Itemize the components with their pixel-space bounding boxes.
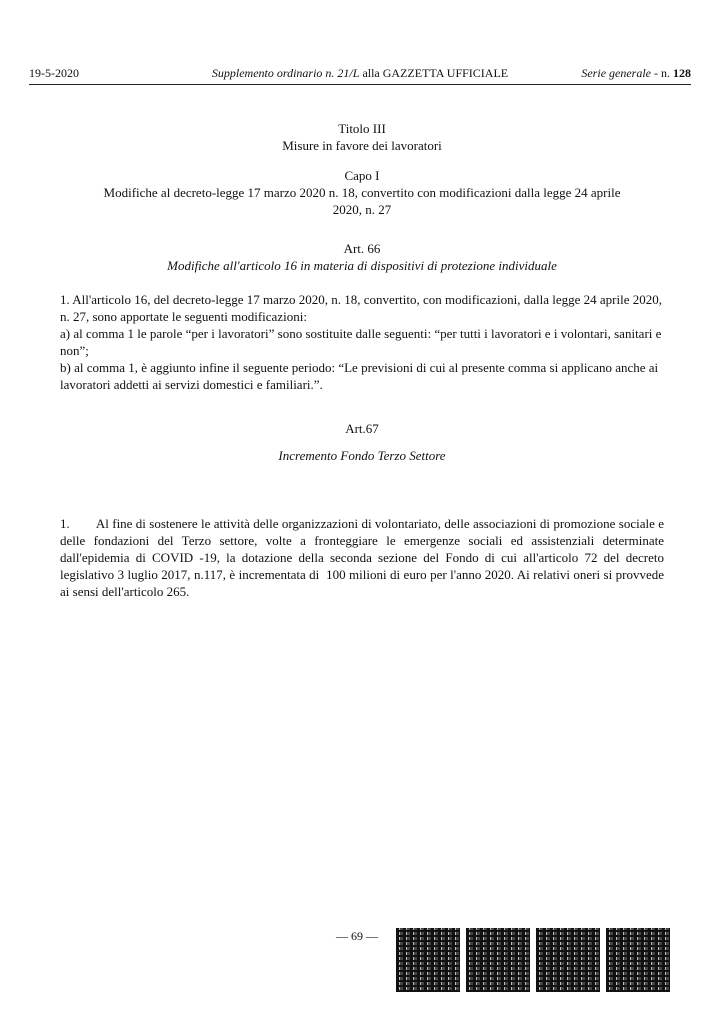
header-series-label: Serie generale bbox=[581, 66, 651, 80]
qr-code-2 bbox=[466, 928, 530, 992]
header-supplement: Supplemento ordinario n. 21/L bbox=[211, 66, 360, 80]
header-series bbox=[581, 63, 691, 83]
page-number: — 69 — bbox=[336, 929, 378, 943]
art66-paragraph-2: a) al comma 1 le parole “per i lavoratori” sono sostituite dalle seguenti: “per tutti i lavoratori e i volontari, sanitari e non”; bbox=[60, 326, 662, 358]
capo-line1: Modifiche al decreto-legge 17 marzo 2020 n. 18, convertito con modificazioni dalla legge 24 aprile bbox=[103, 185, 621, 200]
header-date: 19-5-2020 bbox=[29, 66, 79, 80]
capo-line2: 2020, n. 27 bbox=[332, 202, 392, 217]
titolo-subtitle: Misure in favore dei lavoratori bbox=[282, 138, 442, 153]
header-gazette: alla GAZZETTA UFFICIALE bbox=[362, 66, 509, 80]
qr-code-1 bbox=[396, 928, 460, 992]
header-number-prefix: - n. bbox=[654, 66, 670, 80]
art66-paragraph-1: 1. All'articolo 16, del decreto-legge 17 marzo 2020, n. 18, convertito, con modificazioni, dalla legge 24 aprile 2020, n. 27, sono apportate le seguenti modificazioni: bbox=[60, 292, 662, 324]
art67-heading: Art.67 bbox=[345, 421, 379, 436]
qr-code-4 bbox=[606, 928, 670, 992]
art66-subtitle: Modifiche all'articolo 16 in materia di dispositivi di protezione individuale bbox=[167, 258, 557, 273]
header-number: 128 bbox=[673, 66, 691, 80]
page-header bbox=[29, 63, 691, 83]
titolo-heading: Titolo III bbox=[338, 121, 386, 136]
art66-paragraph-3: b) al comma 1, è aggiunto infine il seguente periodo: “Le previsioni di cui al presente comma si applicano anche ai lavoratori addetti ai servizi domestici e familiari.”. bbox=[60, 360, 659, 392]
art66-heading: Art. 66 bbox=[343, 241, 381, 256]
art67-subtitle: Incremento Fondo Terzo Settore bbox=[278, 448, 446, 463]
art67-paragraph-1: 1. Al fine di sostenere le attività delle organizzazioni di volontariato, delle associazioni di promozione sociale e delle fondazioni del Terzo settore, volte a fronteggiare le emergenze sociali ed assistenziali determinate dall'epidemia di COVID -19, la dotazione della seconda sezione del Fondo di cui all'articolo 72 del decreto legislativo 3 luglio 2017, n.117, è incrementata di 100 milioni di euro per l'anno 2020. Ai relativi oneri si provvede ai sensi dell'articolo 265. bbox=[60, 516, 668, 599]
header-rule bbox=[29, 84, 691, 85]
qr-code-3 bbox=[536, 928, 600, 992]
capo-heading: Capo I bbox=[344, 168, 380, 183]
